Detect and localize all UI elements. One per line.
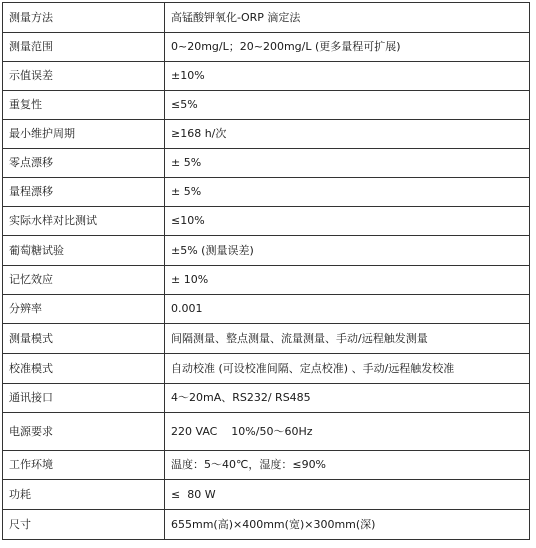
table-row <box>3 384 530 413</box>
row-label: 实际水样对比测试 <box>3 207 165 236</box>
row-label: 最小维护周期 <box>3 120 165 149</box>
row-label: 分辨率 <box>3 295 165 324</box>
row-label: 测量模式 <box>3 324 165 354</box>
row-value: ± 5% <box>165 149 530 178</box>
row-label: 测量方法 <box>3 3 165 33</box>
table-row <box>3 149 530 178</box>
row-value: ≤5% <box>165 91 530 120</box>
table-row <box>3 3 530 33</box>
row-label: 通讯接口 <box>3 384 165 413</box>
row-label: 尺寸 <box>3 510 165 540</box>
table-row <box>3 91 530 120</box>
row-label: 重复性 <box>3 91 165 120</box>
table-row <box>3 354 530 384</box>
row-value: ±5% (测量误差) <box>165 236 530 266</box>
table-row <box>3 413 530 451</box>
row-value: 0~20mg/L；20~200mg/L (更多量程可扩展) <box>165 33 530 62</box>
table-row <box>3 207 530 236</box>
row-value: ≥168 h/次 <box>165 120 530 149</box>
row-label: 记忆效应 <box>3 266 165 295</box>
row-label: 校准模式 <box>3 354 165 384</box>
row-value: 655mm(高)×400mm(宽)×300mm(深) <box>165 510 530 540</box>
table-row <box>3 510 530 540</box>
row-value: ≤ 80 W <box>165 480 530 510</box>
table-row <box>3 295 530 324</box>
spec-table <box>2 2 530 540</box>
row-label: 工作环境 <box>3 451 165 480</box>
table-row <box>3 236 530 266</box>
table-row <box>3 480 530 510</box>
row-label: 零点漂移 <box>3 149 165 178</box>
row-value: 0.001 <box>165 295 530 324</box>
row-label: 示值误差 <box>3 62 165 91</box>
row-value: ≤10% <box>165 207 530 236</box>
row-label: 功耗 <box>3 480 165 510</box>
spec-table-body <box>3 3 530 540</box>
row-value: 温度：5～40℃，湿度：≤90% <box>165 451 530 480</box>
row-label: 测量范围 <box>3 33 165 62</box>
row-value: ± 5% <box>165 178 530 207</box>
table-row <box>3 266 530 295</box>
table-row <box>3 324 530 354</box>
row-label: 量程漂移 <box>3 178 165 207</box>
table-row <box>3 178 530 207</box>
row-value: ±10% <box>165 62 530 91</box>
row-value: 高锰酸钾氧化-ORP 滴定法 <box>165 3 530 33</box>
row-value: 间隔测量、整点测量、流量测量、手动/远程触发测量 <box>165 324 530 354</box>
table-row <box>3 62 530 91</box>
row-value: 自动校准 (可设校准间隔、定点校准) 、手动/远程触发校准 <box>165 354 530 384</box>
table-row <box>3 451 530 480</box>
row-label: 葡萄糖试验 <box>3 236 165 266</box>
row-label: 电源要求 <box>3 413 165 451</box>
table-row <box>3 33 530 62</box>
table-row <box>3 120 530 149</box>
row-value: 220 VAC 10%/50～60Hz <box>165 413 530 451</box>
row-value: 4～20mA、RS232/ RS485 <box>165 384 530 413</box>
row-value: ± 10% <box>165 266 530 295</box>
